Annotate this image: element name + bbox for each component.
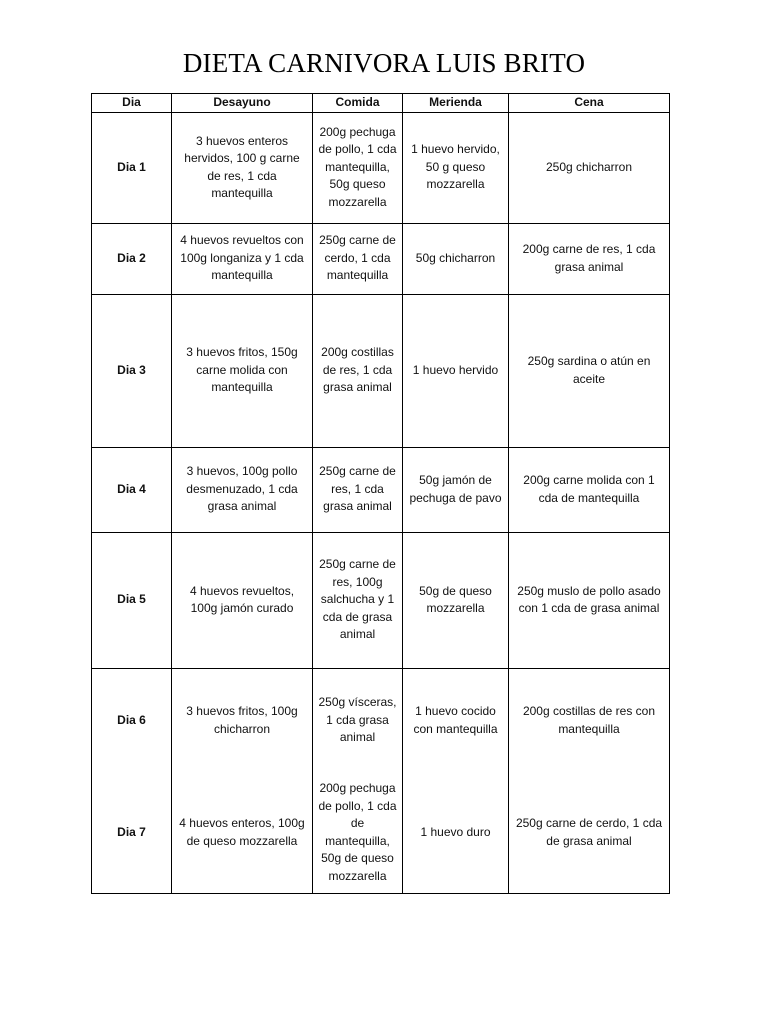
comida-cell: 250g carne de cerdo, 1 cda mantequilla [313, 223, 403, 294]
comida-cell: 200g pechuga de pollo, 1 cda de mantequilla, 50g de queso mozzarella [313, 773, 403, 894]
merienda-cell: 1 huevo hervido, 50 g queso mozzarella [403, 112, 509, 223]
day-cell: Dia 7 [92, 773, 172, 894]
desayuno-cell: 4 huevos enteros, 100g de queso mozzarella [172, 773, 313, 894]
table-row-dia-4 [92, 447, 670, 532]
comida-cell: 200g costillas de res, 1 cda grasa animal [313, 294, 403, 447]
comida-cell: 250g vísceras, 1 cda grasa animal [313, 668, 403, 773]
table-row-dia-6 [92, 668, 670, 773]
merienda-cell: 1 huevo cocido con mantequilla [403, 668, 509, 773]
cena-cell: 200g carne molida con 1 cda de mantequilla [509, 447, 670, 532]
table-row-dia-2 [92, 223, 670, 294]
day-cell: Dia 5 [92, 532, 172, 668]
desayuno-cell: 3 huevos fritos, 150g carne molida con mantequilla [172, 294, 313, 447]
comida-cell: 200g pechuga de pollo, 1 cda mantequilla, 50g queso mozzarella [313, 112, 403, 223]
day-cell: Dia 1 [92, 112, 172, 223]
day-cell: Dia 4 [92, 447, 172, 532]
desayuno-cell: 4 huevos revueltos, 100g jamón curado [172, 532, 313, 668]
comida-cell: 250g carne de res, 1 cda grasa animal [313, 447, 403, 532]
header-comida: Comida [313, 94, 403, 113]
day-cell: Dia 3 [92, 294, 172, 447]
comida-cell: 250g carne de res, 100g salchucha y 1 cda de grasa animal [313, 532, 403, 668]
cena-cell: 200g carne de res, 1 cda grasa animal [509, 223, 670, 294]
merienda-cell: 1 huevo hervido [403, 294, 509, 447]
cena-cell: 200g costillas de res con mantequilla [509, 668, 670, 773]
header-desayuno: Desayuno [172, 94, 313, 113]
diet-table [91, 93, 670, 894]
merienda-cell: 50g de queso mozzarella [403, 532, 509, 668]
day-cell: Dia 2 [92, 223, 172, 294]
header-merienda: Merienda [403, 94, 509, 113]
cena-cell: 250g carne de cerdo, 1 cda de grasa animal [509, 773, 670, 894]
table-row-dia-7 [92, 773, 670, 894]
table-row-dia-5 [92, 532, 670, 668]
table-row-dia-1 [92, 112, 670, 223]
desayuno-cell: 3 huevos fritos, 100g chicharron [172, 668, 313, 773]
merienda-cell: 1 huevo duro [403, 773, 509, 894]
document-title: DIETA CARNIVORA LUIS BRITO [182, 48, 586, 78]
table-row-dia-3 [92, 294, 670, 447]
merienda-cell: 50g chicharron [403, 223, 509, 294]
desayuno-cell: 4 huevos revueltos con 100g longaniza y 1 cda mantequilla [172, 223, 313, 294]
header-cena: Cena [509, 94, 670, 113]
cena-cell: 250g muslo de pollo asado con 1 cda de grasa animal [509, 532, 670, 668]
cena-cell: 250g sardina o atún en aceite [509, 294, 670, 447]
header-dia: Dia [92, 94, 172, 113]
desayuno-cell: 3 huevos enteros hervidos, 100 g carne de res, 1 cda mantequilla [172, 112, 313, 223]
merienda-cell: 50g jamón de pechuga de pavo [403, 447, 509, 532]
cena-cell: 250g chicharron [509, 112, 670, 223]
day-cell: Dia 6 [92, 668, 172, 773]
header-row [92, 94, 670, 113]
desayuno-cell: 3 huevos, 100g pollo desmenuzado, 1 cda grasa animal [172, 447, 313, 532]
